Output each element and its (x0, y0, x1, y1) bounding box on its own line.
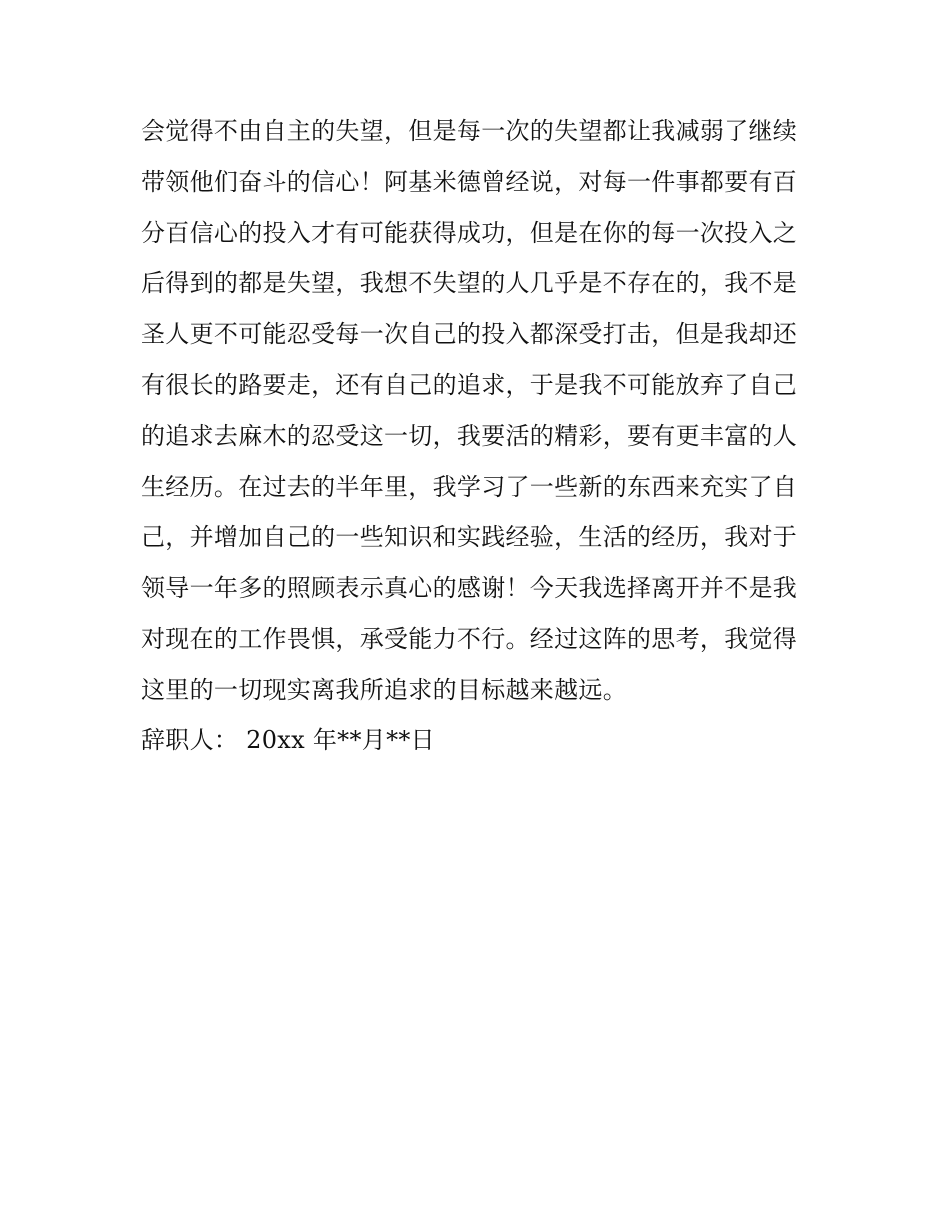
letter-line-11: 对现在的工作畏惧，承受能力不行。经过这阵的思考，我觉得 (141, 624, 798, 653)
letter-line-3: 分百信心的投入才有可能获得成功，但是在你的每一次投入之 (141, 218, 798, 247)
letter-line-5: 圣人更不可能忍受每一次自己的投入都深受打击，但是我却还 (141, 320, 798, 349)
letter-line-7: 的追求去麻木的忍受这一切，我要活的精彩，要有更丰富的人 (141, 421, 798, 450)
letter-line-8: 生经历。在过去的半年里，我学习了一些新的东西来充实了自 (141, 472, 798, 501)
letter-line-1: 会觉得不由自主的失望，但是每一次的失望都让我减弱了继续 (141, 117, 798, 145)
signature-line: 辞职人： 20xx 年**月**日 (141, 726, 435, 754)
letter-line-4: 后得到的都是失望，我想不失望的人几乎是不存在的，我不是 (141, 269, 798, 298)
letter-line-6: 有很长的路要走，还有自己的追求，于是我不可能放弃了自己 (141, 370, 798, 399)
letter-line-2: 带领他们奋斗的信心！阿基米德曾经说，对每一件事都要有百 (141, 167, 798, 196)
letter-line-10: 领导一年多的照顾表示真心的感谢！今天我选择离开并不是我 (141, 574, 798, 603)
letter-line-9: 己，并增加自己的一些知识和实践经验，生活的经历，我对于 (141, 523, 798, 552)
letter-line-12: 这里的一切现实离我所追求的目标越来越远。 (141, 675, 627, 704)
letter-body (141, 106, 821, 716)
